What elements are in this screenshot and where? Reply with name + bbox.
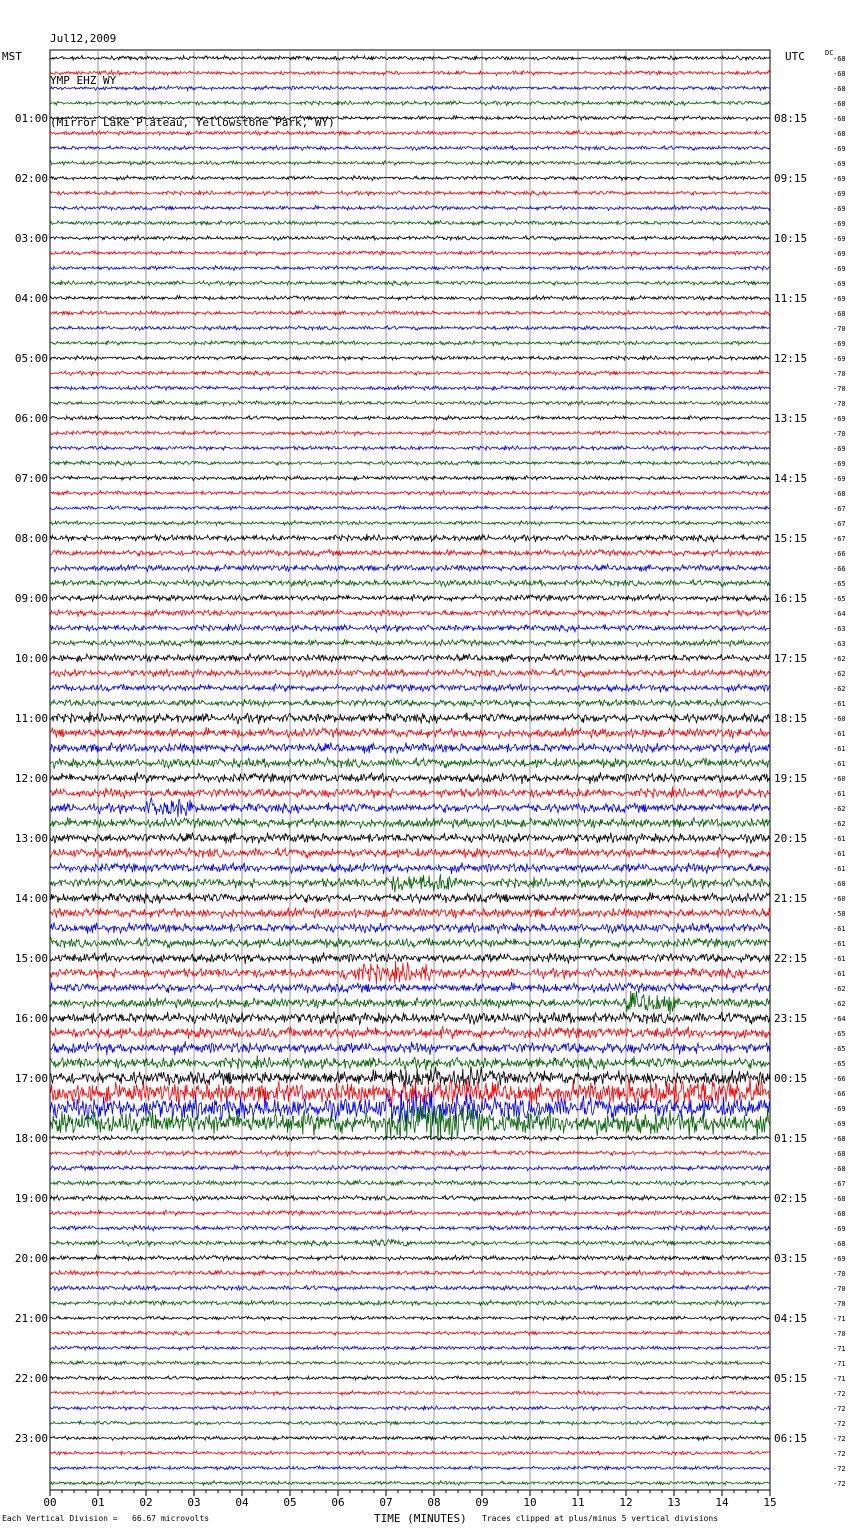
trace-line: [50, 1150, 770, 1156]
dc-offset-label: -71: [833, 1315, 846, 1323]
hour-label-right: 18:15: [774, 712, 808, 725]
dc-offset-label: -65: [833, 1060, 846, 1068]
trace-line: [50, 1165, 770, 1171]
trace-line: [50, 991, 770, 1015]
dc-offset-label: -71: [833, 1360, 846, 1368]
dc-offset-label: -62: [833, 805, 846, 813]
trace-line: [50, 251, 770, 256]
dc-offset-label: -67: [833, 520, 846, 528]
trace-line: [50, 1270, 770, 1276]
trace-line: [50, 71, 770, 76]
dc-offset-label: -69: [833, 220, 846, 228]
trace-line: [50, 798, 770, 817]
dc-offset-label: -70: [833, 430, 846, 438]
dc-offset-label: -67: [833, 505, 846, 513]
hour-label-left: 07:00: [14, 472, 48, 485]
trace-line: [50, 712, 770, 725]
dc-offset-label: -71: [833, 1375, 846, 1383]
hour-label-right: 04:15: [774, 1312, 808, 1325]
dc-offset-label: -65: [833, 1045, 846, 1053]
hour-label-left: 03:00: [14, 232, 48, 245]
dc-offset-label: -61: [833, 970, 846, 978]
trace-line: [50, 908, 770, 919]
hour-label-right: 20:15: [774, 832, 808, 845]
dc-offset-label: -70: [833, 325, 846, 333]
scale-note: Each Vertical Division = 66.67 microvolts: [2, 1514, 210, 1523]
trace-line: [50, 609, 770, 617]
hour-label-left: 06:00: [14, 412, 48, 425]
dc-offset-label: -69: [833, 475, 846, 483]
hour-label-left: 13:00: [14, 832, 48, 845]
trace-line: [50, 236, 770, 241]
trace-line: [50, 669, 770, 678]
trace-line: [50, 922, 770, 933]
trace-line: [50, 221, 770, 226]
hour-label-right: 16:15: [774, 592, 808, 605]
dc-offset-label: -62: [833, 655, 846, 663]
left-timezone-label: MST: [2, 50, 22, 63]
trace-line: [50, 431, 770, 436]
dc-offset-label: -68: [833, 100, 846, 108]
dc-offset-label: -69: [833, 265, 846, 273]
hour-label-right: 06:15: [774, 1432, 808, 1445]
right-timezone-label: UTC: [785, 50, 805, 63]
dc-offset-label: -72: [833, 1480, 846, 1488]
trace-line: [50, 1210, 770, 1216]
trace-line: [50, 386, 770, 391]
hour-label-left: 23:00: [14, 1432, 48, 1445]
dc-offset-label: -58: [833, 910, 846, 918]
dc-offset-label: -70: [833, 370, 846, 378]
trace-line: [50, 1436, 770, 1441]
trace-line: [50, 1451, 770, 1455]
hour-label-left: 19:00: [14, 1192, 48, 1205]
trace-line: [50, 461, 770, 466]
hour-label-right: 00:15: [774, 1072, 808, 1085]
dc-offset-label: -72: [833, 1450, 846, 1458]
dc-offset-label: -64: [833, 610, 846, 618]
x-tick-label: 15: [763, 1496, 777, 1509]
hour-label-left: 21:00: [14, 1312, 48, 1325]
dc-offset-label: -68: [833, 85, 846, 93]
dc-offset-label: -70: [833, 400, 846, 408]
trace-line: [50, 772, 770, 784]
dc-offset-label: -60: [833, 880, 846, 888]
dc-offset-label: -69: [833, 295, 846, 303]
trace-line: [50, 296, 770, 301]
trace-line: [50, 579, 770, 586]
trace-line: [50, 874, 770, 892]
dc-offset-label: -66: [833, 565, 846, 573]
trace-line: [50, 416, 770, 421]
trace-line: [50, 1285, 770, 1291]
dc-offset-label: -69: [833, 1225, 846, 1233]
station-label: YMP EHZ WY: [50, 74, 117, 87]
trace-line: [50, 476, 770, 481]
clip-note: Traces clipped at plus/minus 5 vertical divisions: [482, 1514, 719, 1523]
trace-line: [50, 280, 770, 285]
trace-line: [50, 1391, 770, 1396]
x-axis-label: TIME (MINUTES): [374, 1512, 467, 1525]
hour-label-left: 12:00: [14, 772, 48, 785]
hour-label-left: 18:00: [14, 1132, 48, 1145]
trace-line: [50, 832, 770, 843]
x-tick-label: 12: [619, 1496, 633, 1509]
trace-line: [50, 131, 770, 136]
hour-label-right: 11:15: [774, 292, 808, 305]
trace-line: [50, 1135, 770, 1140]
trace-line: [50, 727, 770, 739]
x-tick-label: 14: [715, 1496, 729, 1509]
trace-line: [50, 1225, 770, 1231]
dc-offset-label: -61: [833, 835, 846, 843]
trace-line: [50, 176, 770, 181]
trace-line: [50, 341, 770, 346]
hour-label-right: 01:15: [774, 1132, 808, 1145]
hour-label-right: 22:15: [774, 952, 808, 965]
x-tick-label: 09: [475, 1496, 489, 1509]
dc-offset-label: -68: [833, 115, 846, 123]
dc-offset-label: -68: [833, 1210, 846, 1218]
date-label: Jul12,2009: [50, 32, 117, 45]
trace-line: [50, 1300, 770, 1306]
x-tick-label: 04: [235, 1496, 249, 1509]
trace-line: [50, 1056, 770, 1071]
trace-line: [50, 100, 770, 105]
trace-line: [50, 699, 770, 707]
hour-label-right: 05:15: [774, 1372, 808, 1385]
trace-line: [50, 1481, 770, 1486]
trace-line: [50, 1316, 770, 1321]
hour-label-left: 16:00: [14, 1012, 48, 1025]
trace-line: [50, 1240, 770, 1247]
dc-offset-label: -65: [833, 1030, 846, 1038]
dc-offset-label: -70: [833, 1285, 846, 1293]
trace-line: [50, 266, 770, 271]
dc-offset-label: -62: [833, 685, 846, 693]
trace-line: [50, 639, 770, 647]
x-tick-label: 00: [43, 1496, 57, 1509]
dc-offset-label: -61: [833, 940, 846, 948]
dc-offset-label: -68: [833, 1240, 846, 1248]
trace-line: [50, 817, 770, 829]
trace-line: [50, 86, 770, 91]
dc-offset-label: -69: [833, 280, 846, 288]
dc-offset-label: -69: [833, 445, 846, 453]
dc-offset-label: -61: [833, 790, 846, 798]
trace-line: [50, 355, 770, 360]
hour-label-left: 04:00: [14, 292, 48, 305]
trace-line: [50, 521, 770, 526]
hour-label-right: 10:15: [774, 232, 808, 245]
dc-offset-label: -61: [833, 730, 846, 738]
x-tick-label: 10: [523, 1496, 537, 1509]
dc-offset-label: -70: [833, 1270, 846, 1278]
dc-offset-label: -70: [833, 1300, 846, 1308]
hour-label-left: 10:00: [14, 652, 48, 665]
trace-line: [50, 742, 770, 753]
trace-line: [50, 116, 770, 121]
dc-offset-label: -61: [833, 925, 846, 933]
trace-line: [50, 549, 770, 556]
trace-line: [50, 624, 770, 632]
dc-offset-label: -66: [833, 550, 846, 558]
dc-offset-label: -68: [833, 1195, 846, 1203]
dc-offset-label: -72: [833, 1390, 846, 1398]
trace-line: [50, 952, 770, 964]
trace-line: [50, 892, 770, 903]
dc-offset-label: -66: [833, 1075, 846, 1083]
dc-offset-label: -63: [833, 625, 846, 633]
dc-offset-label: -62: [833, 1000, 846, 1008]
hour-label-right: 17:15: [774, 652, 808, 665]
hour-label-right: 08:15: [774, 112, 808, 125]
trace-line: [50, 161, 770, 166]
dc-offset-label: -60: [833, 775, 846, 783]
trace-line: [50, 1195, 770, 1201]
trace-line: [50, 1376, 770, 1380]
trace-line: [50, 1406, 770, 1411]
trace-line: [50, 190, 770, 195]
trace-line: [50, 1331, 770, 1336]
dc-offset-label: -72: [833, 1420, 846, 1428]
trace-line: [50, 311, 770, 316]
x-tick-label: 03: [187, 1496, 201, 1509]
trace-line: [50, 684, 770, 693]
dc-offset-label: -65: [833, 595, 846, 603]
trace-line: [50, 564, 770, 572]
dc-offset-label: -70: [833, 385, 846, 393]
dc-offset-label: -69: [833, 145, 846, 153]
hour-label-left: 08:00: [14, 532, 48, 545]
dc-offset-label: -68: [833, 1165, 846, 1173]
dc-offset-label: -66: [833, 1090, 846, 1098]
dc-offset-label: -68: [833, 70, 846, 78]
dc-offset-label: -68: [833, 1150, 846, 1158]
trace-line: [50, 1066, 770, 1089]
trace-line: [50, 1421, 770, 1426]
dc-offset-label: -69: [833, 205, 846, 213]
hour-label-left: 14:00: [14, 892, 48, 905]
trace-line: [50, 1012, 770, 1025]
location-label: (Mirror Lake Plateau, Yellowstone Park, WY): [50, 116, 335, 129]
trace-line: [50, 961, 770, 984]
dc-offset-label: -62: [833, 985, 846, 993]
dc-offset-label: -62: [833, 670, 846, 678]
trace-line: [50, 982, 770, 993]
hour-label-right: 13:15: [774, 412, 808, 425]
trace-line: [50, 758, 770, 769]
dc-offset-label: -61: [833, 865, 846, 873]
dc-column-label: DC: [825, 49, 834, 57]
hour-label-left: 20:00: [14, 1252, 48, 1265]
trace-line: [50, 1361, 770, 1366]
dc-offset-label: -68: [833, 310, 846, 318]
dc-offset-label: -69: [833, 355, 846, 363]
x-tick-label: 13: [667, 1496, 681, 1509]
hour-label-left: 09:00: [14, 592, 48, 605]
dc-offset-label: -67: [833, 1180, 846, 1188]
trace-line: [50, 862, 770, 874]
trace-line: [50, 654, 770, 663]
dc-offset-label: -69: [833, 235, 846, 243]
trace-line: [50, 1466, 770, 1470]
dc-offset-label: -60: [833, 715, 846, 723]
hour-label-right: 09:15: [774, 172, 808, 185]
trace-line: [50, 401, 770, 406]
dc-offset-label: -65: [833, 580, 846, 588]
dc-offset-label: -61: [833, 760, 846, 768]
hour-label-right: 21:15: [774, 892, 808, 905]
dc-offset-label: -68: [833, 1135, 846, 1143]
dc-offset-label: -61: [833, 850, 846, 858]
dc-offset-label: -72: [833, 1405, 846, 1413]
hour-label-right: 23:15: [774, 1012, 808, 1025]
trace-line: [50, 787, 770, 799]
x-tick-label: 06: [331, 1496, 345, 1509]
trace-line: [50, 1346, 770, 1351]
trace-line: [50, 595, 770, 602]
x-tick-label: 11: [571, 1496, 585, 1509]
dc-offset-label: -69: [833, 340, 846, 348]
trace-line: [50, 206, 770, 211]
dc-offset-label: -67: [833, 535, 846, 543]
dc-offset-label: -61: [833, 955, 846, 963]
dc-offset-label: -62: [833, 820, 846, 828]
trace-line: [50, 938, 770, 949]
dc-offset-label: -63: [833, 640, 846, 648]
trace-line: [50, 445, 770, 450]
hour-label-right: 15:15: [774, 532, 808, 545]
trace-line: [50, 848, 770, 859]
dc-offset-label: -69: [833, 1105, 846, 1113]
trace-line: [50, 1027, 770, 1040]
trace-line: [50, 506, 770, 511]
dc-offset-label: -69: [833, 460, 846, 468]
dc-offset-label: -72: [833, 1435, 846, 1443]
hour-label-left: 02:00: [14, 172, 48, 185]
hour-label-left: 15:00: [14, 952, 48, 965]
hour-label-left: 11:00: [14, 712, 48, 725]
dc-offset-label: -68: [833, 490, 846, 498]
x-tick-label: 08: [427, 1496, 441, 1509]
hour-label-left: 05:00: [14, 352, 48, 365]
trace-line: [50, 1180, 770, 1186]
dc-offset-label: -61: [833, 700, 846, 708]
hour-label-right: 14:15: [774, 472, 808, 485]
hour-label-left: 01:00: [14, 112, 48, 125]
x-tick-label: 05: [283, 1496, 297, 1509]
hour-label-right: 12:15: [774, 352, 808, 365]
dc-offset-label: -68: [833, 55, 846, 63]
dc-offset-label: -72: [833, 1465, 846, 1473]
trace-line: [50, 146, 770, 151]
hour-label-left: 22:00: [14, 1372, 48, 1385]
dc-offset-label: -69: [833, 175, 846, 183]
x-tick-label: 01: [91, 1496, 105, 1509]
trace-line: [50, 1041, 770, 1055]
dc-offset-label: -69: [833, 1255, 846, 1263]
dc-offset-label: -70: [833, 1330, 846, 1338]
hour-label-left: 17:00: [14, 1072, 48, 1085]
trace-line: [50, 1255, 770, 1261]
dc-offset-label: -69: [833, 190, 846, 198]
trace-line: [50, 534, 770, 542]
dc-offset-label: -69: [833, 250, 846, 258]
dc-offset-label: -64: [833, 1015, 846, 1023]
x-tick-label: 07: [379, 1496, 393, 1509]
dc-offset-label: -69: [833, 415, 846, 423]
dc-offset-label: -61: [833, 745, 846, 753]
dc-offset-label: -60: [833, 895, 846, 903]
trace-line: [50, 371, 770, 376]
trace-line: [50, 326, 770, 331]
trace-line: [50, 56, 770, 61]
hour-label-right: 03:15: [774, 1252, 808, 1265]
hour-label-right: 02:15: [774, 1192, 808, 1205]
dc-offset-label: -68: [833, 130, 846, 138]
x-tick-label: 02: [139, 1496, 153, 1509]
dc-offset-label: -69: [833, 160, 846, 168]
trace-line: [50, 491, 770, 496]
dc-offset-label: -71: [833, 1345, 846, 1353]
hour-label-right: 19:15: [774, 772, 808, 785]
dc-offset-label: -69: [833, 1120, 846, 1128]
